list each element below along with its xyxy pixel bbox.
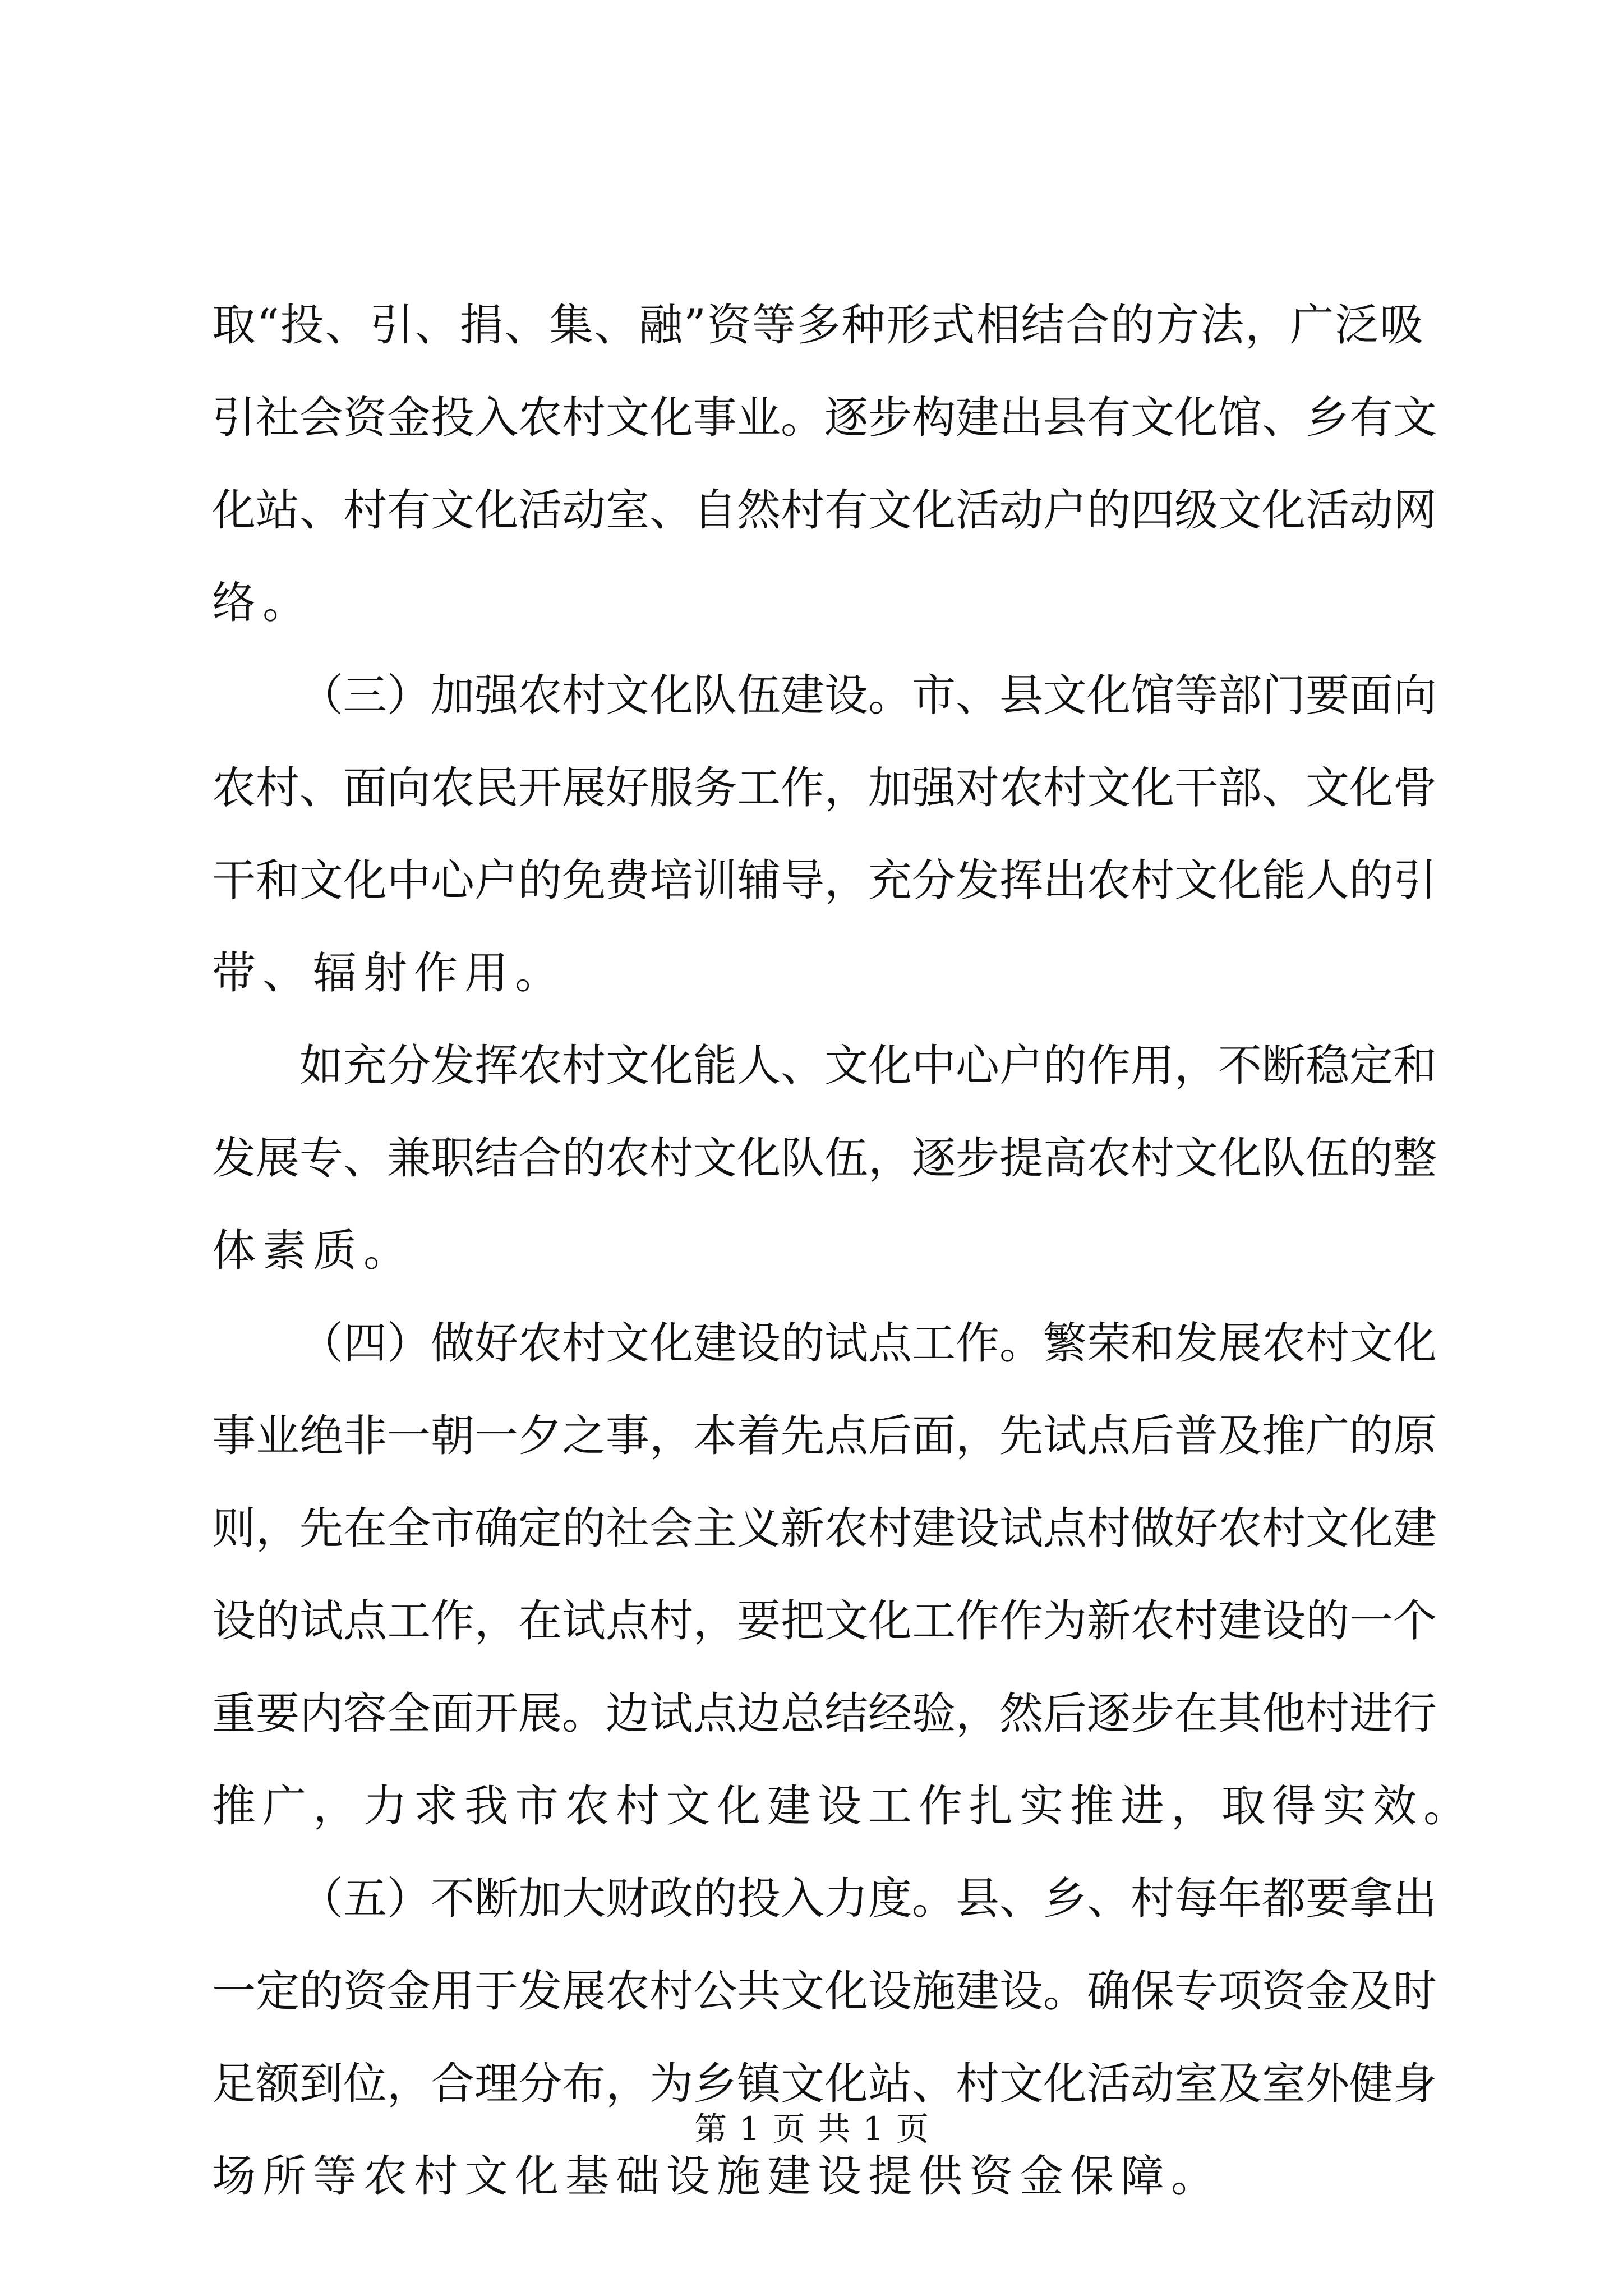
text-line: 干和文化中心户的免费培训辅导，充分发挥出农村文化能人的引 (212, 855, 1437, 906)
text-line: 事业绝非一朝一夕之事，本着先点后面，先试点后普及推广的原 (212, 1411, 1437, 1461)
text-line: 引社会资金投入农村文化事业。逐步构建出县有文化馆、乡有文 (212, 393, 1437, 443)
text-line: 体素质。 (212, 1226, 414, 1276)
text-line: 场所等农村文化基础设施建设提供资金保障。 (212, 2151, 1222, 2202)
text-line: 化站、村有文化活动室、自然村有文化活动户的四级文化活动网 (212, 485, 1437, 536)
text-line: 足额到位，合理分布，为乡镇文化站、村文化活动室及室外健身 (212, 2059, 1437, 2109)
text-line: 如充分发挥农村文化能人、文化中心户的作用，不断稳定和 (299, 1041, 1437, 1091)
text-line: 络。 (212, 578, 313, 628)
paragraph-heading-3: （三）加强农村文化队伍建设。市、县文化馆等部门要面向 (299, 670, 1437, 721)
text-line: 推广，力求我市农村文化建设工作扎实推进，取得实效。 (212, 1781, 1474, 1832)
text-line: 发展专、兼职结合的农村文化队伍，逐步提高农村文化队伍的整 (212, 1133, 1437, 1184)
text-line: 取“投、引、捐、集、融”资等多种形式相结合的方法，广泛吸 (212, 300, 1423, 351)
text-line: 重要内容全面开展。边试点边总结经验，然后逐步在其他村进行 (212, 1688, 1437, 1739)
paragraph-heading-5: （五）不断加大财政的投入力度。县、乡、村每年都要拿出 (299, 1874, 1437, 1924)
text-line: 带、辐射作用。 (212, 948, 566, 999)
paragraph-heading-4: （四）做好农村文化建设的试点工作。繁荣和发展农村文化 (299, 1318, 1437, 1369)
text-line: 农村、面向农民开展好服务工作，加强对农村文化干部、文化骨 (212, 763, 1437, 813)
text-line: 一定的资金用于发展农村公共文化设施建设。确保专项资金及时 (212, 1966, 1437, 2017)
text-line: 设的试点工作，在试点村，要把文化工作作为新农村建设的一个 (212, 1596, 1437, 1646)
text-line: 则，先在全市确定的社会主义新农村建设试点村做好农村文化建 (212, 1503, 1437, 1554)
page-number-footer: 第 1 页 共 1 页 (694, 2110, 929, 2148)
